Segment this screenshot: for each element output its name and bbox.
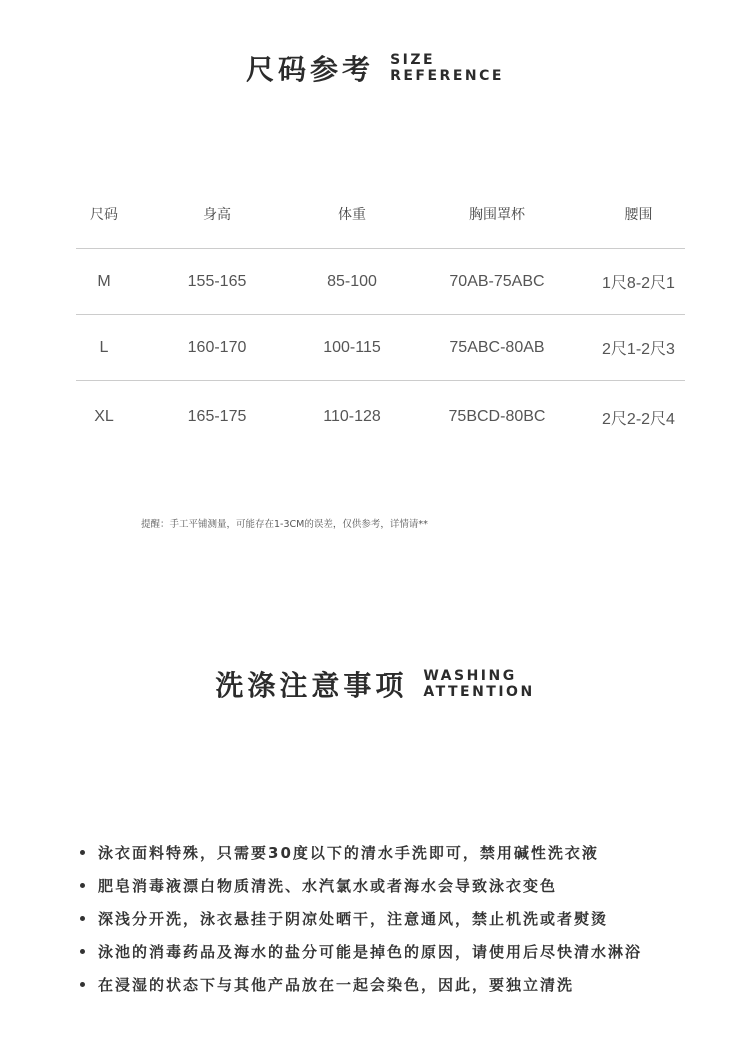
table-row [76, 315, 685, 381]
table-row [76, 249, 685, 315]
column-header-weight: 体重 [338, 207, 366, 223]
size-table-header-row [76, 180, 685, 249]
list-item-text: 深浅分开洗，泳衣悬挂于阴凉处晒干，注意通风，禁止机洗或者熨烫 [98, 910, 609, 928]
column-header-waist: 腰围 [624, 207, 653, 223]
table-cell-size: L [99, 338, 109, 356]
list-item [80, 968, 642, 1001]
size-reference-header [0, 48, 750, 88]
table-cell-bust-cup: 75BCD-80BC [448, 408, 546, 425]
list-item-text: 在浸湿的状态下与其他产品放在一起会染色，因此，要独立清洗 [98, 976, 575, 994]
table-cell-weight: 100-115 [323, 338, 381, 356]
column-header-height: 身高 [203, 207, 231, 223]
washing-attention-title-en [423, 668, 534, 700]
table-cell-waist: 1尺8-2尺1 [602, 275, 675, 292]
list-item [80, 836, 642, 869]
table-cell-waist: 2尺1-2尺3 [602, 341, 675, 358]
size-reference-title-en-line1: SIZE [390, 52, 436, 68]
table-cell-bust-cup: 75ABC-80AB [449, 338, 545, 356]
list-item [80, 935, 642, 968]
washing-attention-title-cn: 洗涤注意事项 [215, 669, 408, 702]
bullet-icon [80, 916, 85, 921]
list-item [80, 869, 642, 902]
table-cell-weight: 110-128 [323, 408, 381, 425]
column-header-size: 尺码 [90, 207, 118, 223]
size-table [76, 180, 685, 453]
bullet-icon [80, 883, 85, 888]
list-item-text: 泳池的消毒药品及海水的盐分可能是掉色的原因，请使用后尽快清水淋浴 [98, 943, 643, 961]
table-cell-size: XL [94, 408, 114, 425]
size-reference-title-en [390, 52, 504, 84]
list-item-text: 肥皂消毒液漂白物质清洗、水汽氯水或者海水会导致泳衣变色 [98, 877, 558, 895]
washing-attention-header [0, 664, 750, 704]
table-cell-bust-cup: 70AB-75ABC [449, 272, 545, 290]
table-cell-waist: 2尺2-2尺4 [602, 410, 675, 428]
washing-instructions-list [80, 836, 642, 1001]
table-cell-height: 160-170 [187, 338, 247, 356]
bullet-icon [80, 949, 85, 954]
list-item-text: 泳衣面料特殊，只需要30度以下的清水手洗即可，禁用碱性洗衣液 [98, 844, 599, 862]
table-cell-weight: 85-100 [327, 272, 377, 290]
bullet-icon [80, 850, 85, 855]
column-header-bust-cup: 胸围罩杯 [469, 207, 525, 223]
bullet-icon [80, 982, 85, 987]
washing-attention-title-en-line2: ATTENTION [423, 684, 535, 700]
table-cell-height: 165-175 [187, 408, 247, 425]
size-reference-title-cn: 尺码参考 [246, 53, 375, 86]
table-row [76, 381, 685, 453]
table-cell-size: M [97, 272, 111, 290]
table-cell-height: 155-165 [187, 272, 247, 290]
washing-attention-title-en-line1: WASHING [423, 668, 517, 684]
list-item [80, 902, 642, 935]
size-reference-title-en-line2: REFERENCE [390, 68, 504, 84]
measurement-note: 提醒：手工平铺测量，可能存在1-3CM的误差，仅供参考，详情请** [141, 519, 428, 530]
